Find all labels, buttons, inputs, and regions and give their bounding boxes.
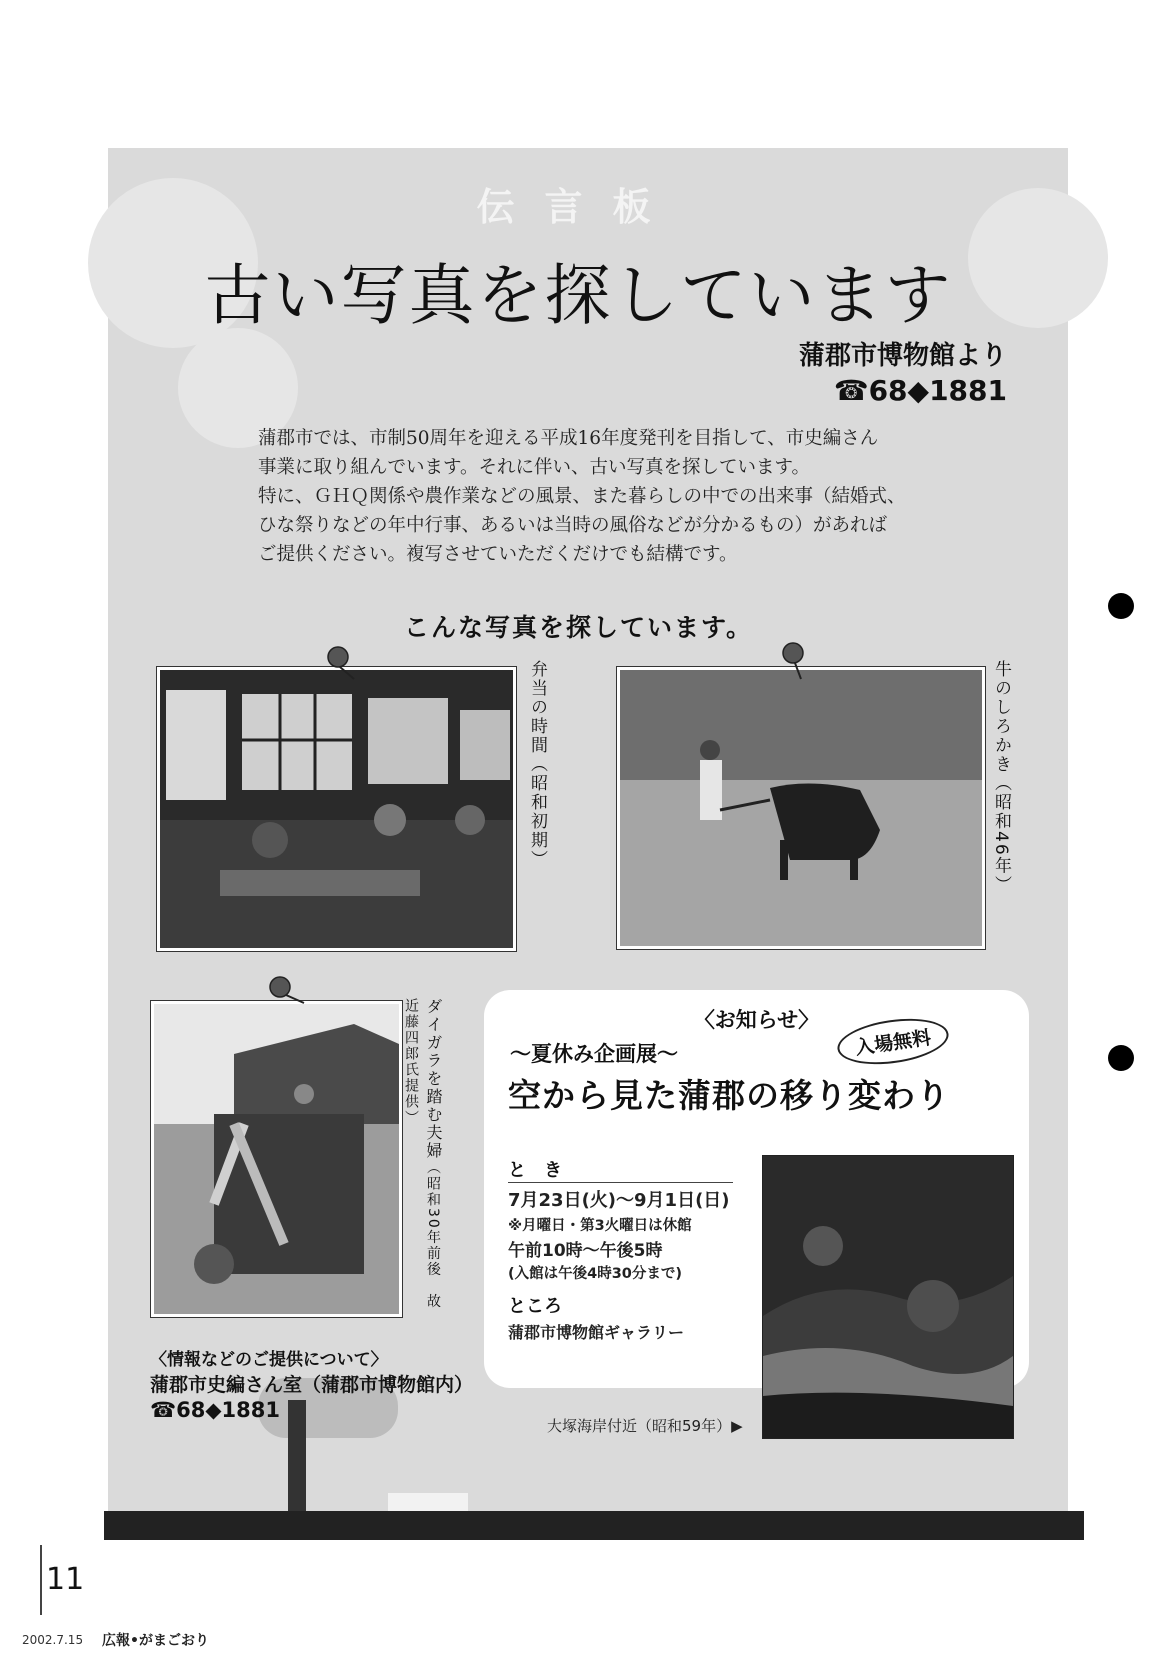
publication-name: 広報•がまごおり xyxy=(102,1633,209,1649)
photo-ox-plowing xyxy=(616,666,986,950)
intro-line: 事業に取り組んでいます。それに伴い、古い写真を探しています。 xyxy=(258,457,811,478)
caption-note: （昭和46年） xyxy=(991,774,1011,895)
notice-subtitle: 〜夏休み企画展〜 xyxy=(510,1042,678,1066)
intro-line: ひな祭りなどの年中行事、あるいは当時の風俗などが分かるもの）があれば xyxy=(258,515,888,536)
photo-caption xyxy=(990,660,1012,900)
where-label: ところ xyxy=(508,1296,562,1317)
page-number: 11 xyxy=(40,1545,84,1615)
page-title: 古い写真を探しています xyxy=(204,257,953,334)
exhibition-dates: 7月23日(火)〜9月1日(日) xyxy=(508,1190,730,1211)
venue: 蒲郡市博物館ギャラリー xyxy=(508,1323,685,1342)
caption-title: ダイガラを踏む夫婦 xyxy=(424,998,443,1160)
photo-caption xyxy=(400,998,444,1318)
when-label: と き xyxy=(508,1156,733,1183)
contact-phone: ☎68◆1881 xyxy=(150,1398,280,1422)
intro-line: 特に、ＧＨＱ関係や農作業などの風景、また暮らしの中での出来事（結婚式、 xyxy=(258,486,906,507)
last-entry: (入館は午後4時30分まで) xyxy=(508,1266,683,1282)
notice-headline: 空から見た蒲郡の移り変わり xyxy=(508,1076,950,1115)
board-label: 伝言板 xyxy=(476,185,681,229)
aerial-photo-caption: 大塚海岸付近（昭和59年）▶ xyxy=(547,1417,743,1435)
notice-title: 〈お知らせ〉 xyxy=(693,1008,820,1032)
source-org: 蒲郡市博物館より xyxy=(798,341,1007,371)
source-phone: ☎68◆1881 xyxy=(833,374,1007,407)
intro-text xyxy=(258,424,958,569)
pushpin-icon xyxy=(781,641,811,681)
contact-office: 蒲郡市史編さん室（蒲郡市博物館内） xyxy=(150,1374,474,1396)
caption-note: （昭和初期） xyxy=(527,755,547,869)
caption-title: 牛のしろかき xyxy=(991,660,1011,774)
photo-daigara-couple xyxy=(150,1000,403,1318)
free-admission-badge: 入場無料 xyxy=(835,1012,952,1070)
footer-bar xyxy=(104,1511,1084,1540)
punch-hole-bottom xyxy=(1108,1045,1134,1071)
contact-label: 〈情報などのご提供について〉 xyxy=(150,1350,388,1370)
section-heading: こんな写真を探しています。 xyxy=(403,613,753,642)
intro-line: ご提供ください。複写させていただくだけでも結構です。 xyxy=(258,544,738,565)
closed-days: ※月曜日・第3火曜日は休館 xyxy=(508,1218,692,1234)
opening-hours: 午前10時〜午後5時 xyxy=(508,1241,663,1261)
photo-lunch-time xyxy=(156,666,517,952)
pushpin-icon xyxy=(326,645,356,685)
photo-caption xyxy=(526,660,548,900)
aerial-photo xyxy=(762,1155,1014,1439)
pushpin-icon xyxy=(268,975,308,1015)
source-block xyxy=(799,335,1007,407)
caption-title: 弁当の時間 xyxy=(527,660,547,755)
caption-note: （昭和30年前後 故近藤四郎氏提供） xyxy=(403,998,441,1310)
intro-line: 蒲郡市では、市制50周年を迎える平成16年度発刊を目指して、市史編さん xyxy=(258,428,879,449)
issue-date: 2002.7.15 xyxy=(22,1633,84,1647)
contact-block xyxy=(150,1348,473,1423)
